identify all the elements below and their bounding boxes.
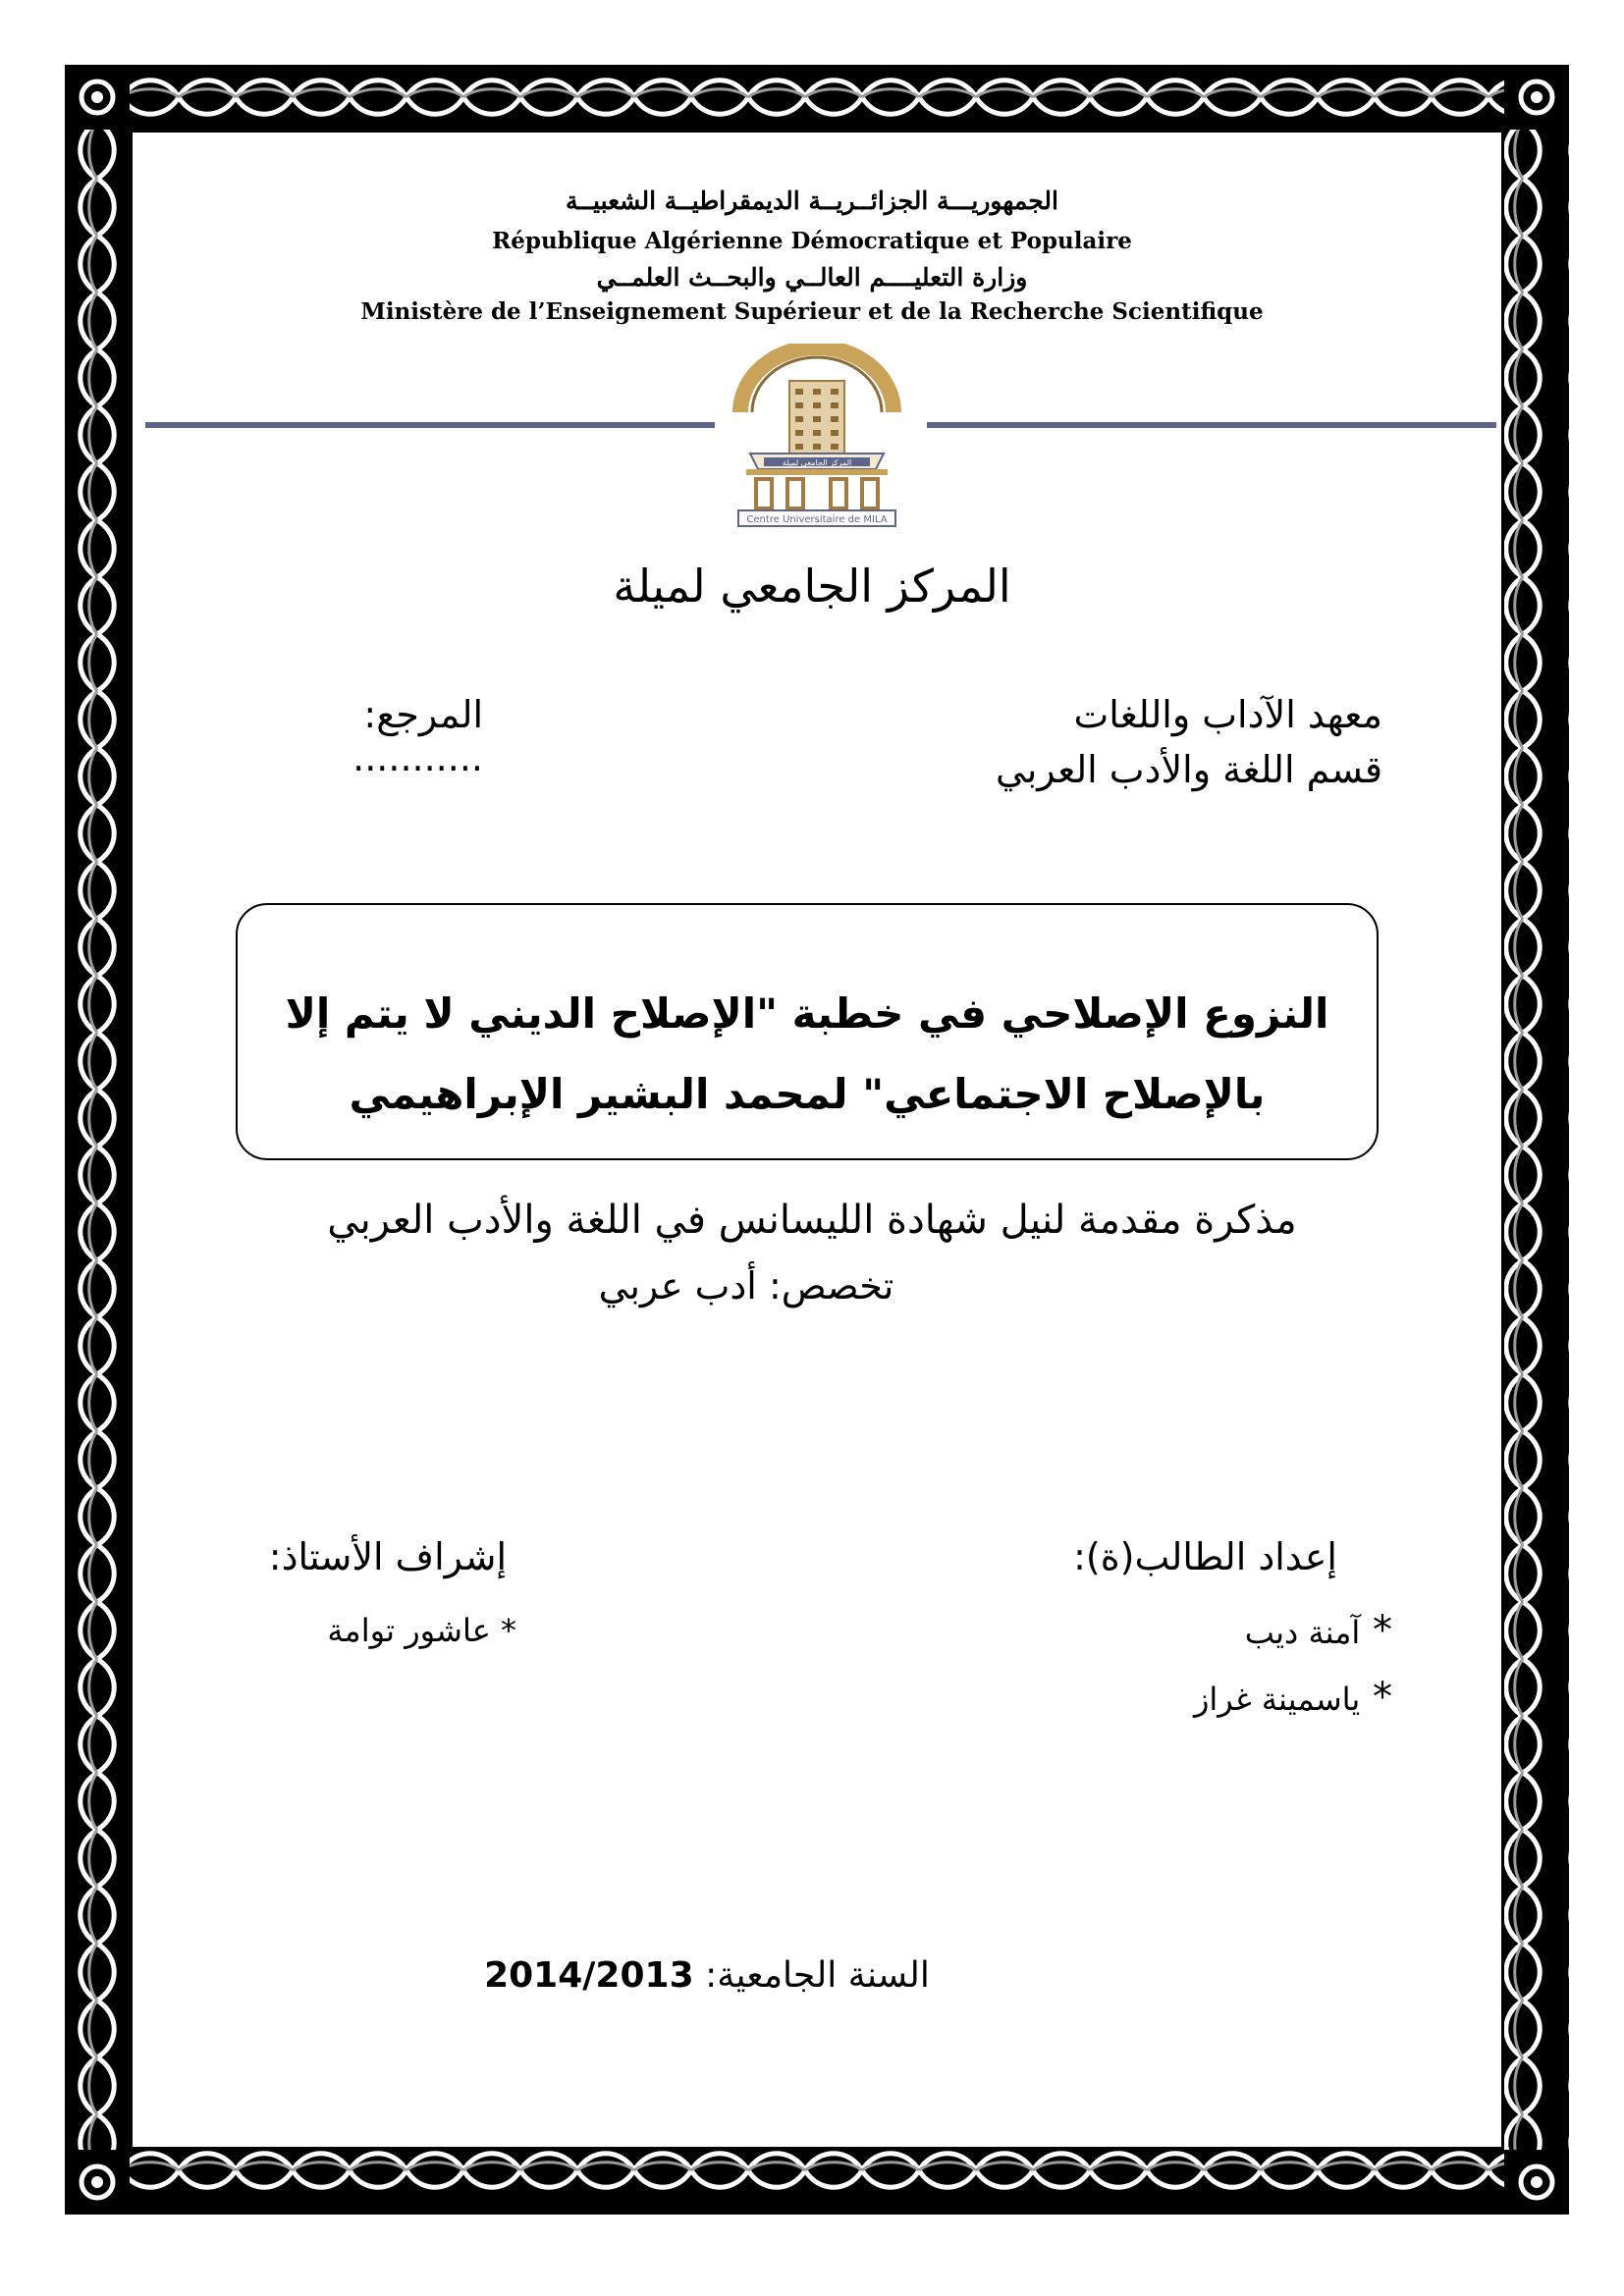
bullet-star-icon: * [1360,1608,1392,1653]
header-separator-left [145,422,715,428]
reference-field: المرجع: ........... [352,693,483,779]
supervisor-label: إشراف الأستاذ: [268,1535,507,1578]
logo-banner-text: المركز الجامعي لميلة [782,458,852,467]
academic-year-label: السنة الجامعية: [705,1955,930,1996]
specialty: تخصص: أدب عربي [598,1264,894,1308]
institute-name: معهد الآداب واللغات [1073,693,1382,736]
university-building-icon [729,344,905,528]
degree-statement: مذكرة مقدمة لنيل شهادة الليسانس في اللغة والأدب العربي [327,1198,1297,1243]
department-name: قسم اللغة والأدب العربي [996,748,1382,791]
republic-french: République Algérienne Démocratique et Populaire [492,228,1132,254]
supervisor-name: * عاشور توامة [327,1612,516,1649]
students-label: إعداد الطالب(ة): [1073,1535,1337,1578]
student-item [901,1608,1392,1653]
republic-arabic: الجمهوريـــة الجزائــريــة الديمقراطيــة الشعبيــة [565,187,1058,215]
thesis-title-line-1: النزوع الإصلاحي في خطبة "الإصلاح الديني لا يتم إلا [285,989,1329,1038]
university-logo [729,344,905,528]
student-item [901,1675,1392,1720]
student-name: ياسمينة غراز [1193,1681,1361,1718]
ministry-arabic: وزارة التعليــــم العالــي والبحــث العلمــي [596,263,1028,292]
bullet-star-icon: * [1360,1675,1392,1720]
university-name: المركز الجامعي لميلة [613,560,1011,613]
thesis-title-line-2: بالإصلاح الاجتماعي" لمحمد البشير الإبراهيمي [349,1070,1266,1118]
logo-caption: Centre Universitaire de MILA [746,514,888,525]
ministry-french: Ministère de l’Enseignement Supérieur et de la Recherche Scientifique [360,298,1264,325]
academic-year-value: 2014/2013 [484,1955,694,1996]
academic-year [412,1955,1001,1996]
header-separator-right [927,422,1496,428]
student-name: آمنة ديب [1244,1614,1361,1651]
thesis-title-box [236,903,1379,1160]
